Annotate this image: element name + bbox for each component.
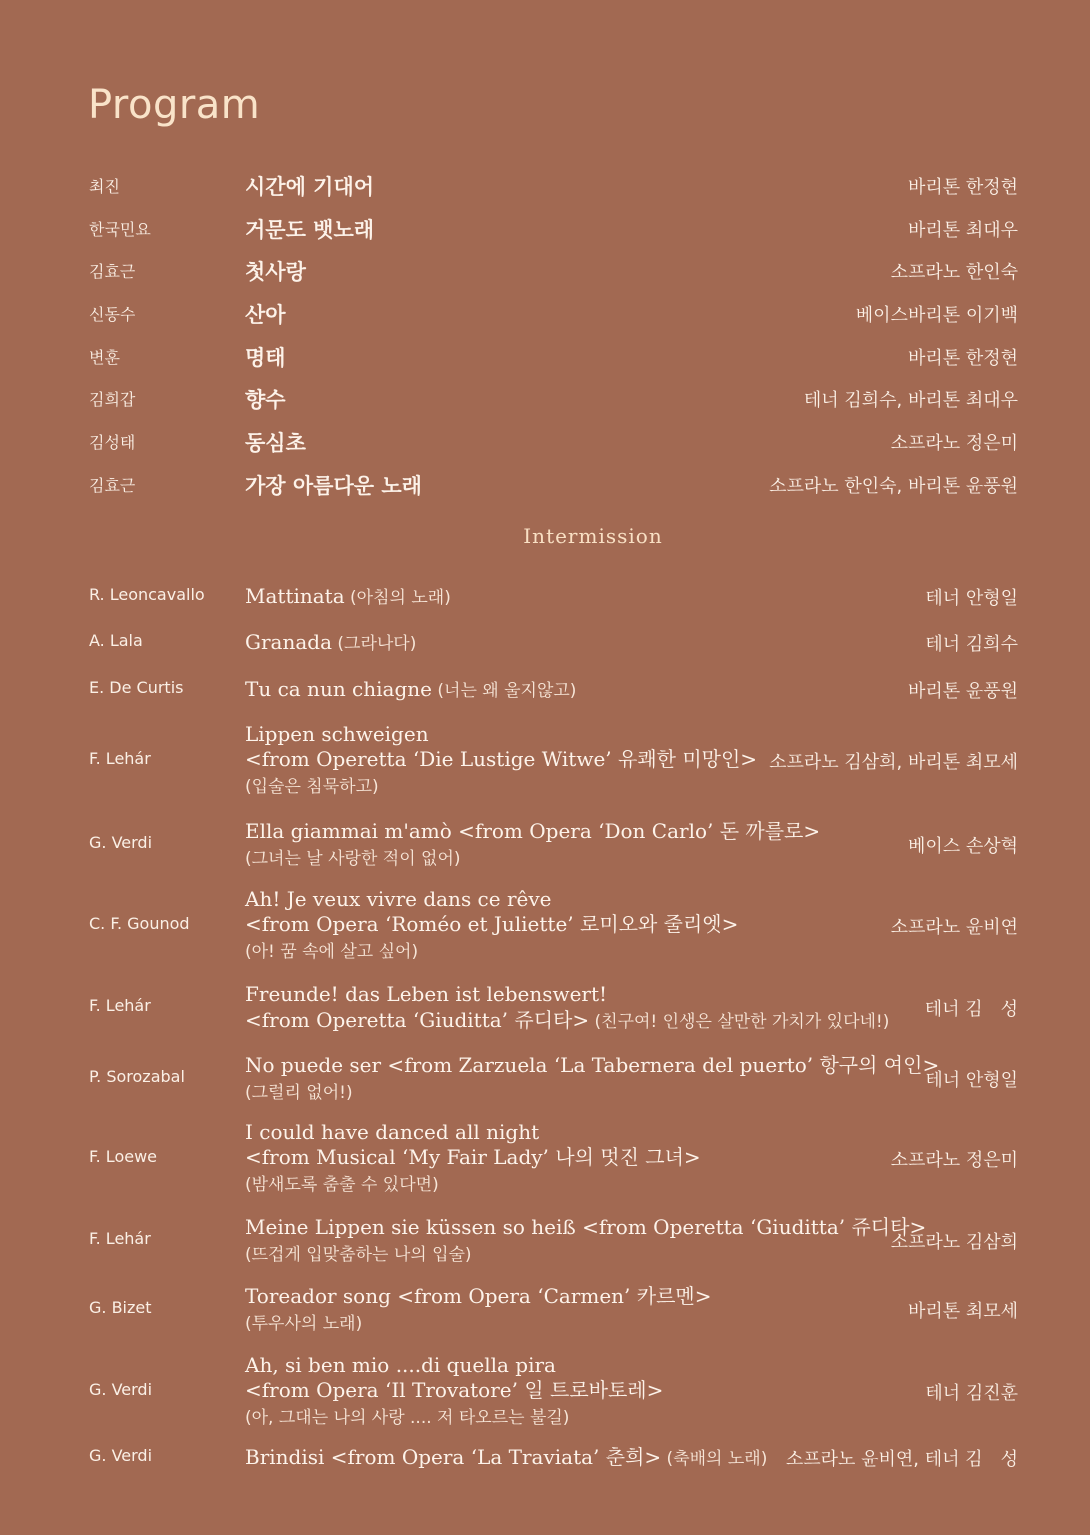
piece-main-text: <from Operetta ‘Giuditta’ 쥬디타>: [245, 1008, 590, 1032]
piece-line: [245, 1007, 905, 1032]
piece-line: [245, 912, 905, 937]
piece-line: [245, 1053, 940, 1078]
performer-name: 바리톤 한정현: [907, 177, 1018, 198]
piece-title: [245, 1215, 927, 1265]
piece-line: [245, 629, 905, 654]
piece-translation: (뜨겁게 입맞춤하는 나의 입술): [245, 1245, 472, 1265]
piece-line: [245, 844, 905, 869]
piece-main-text: Toreador song <from Opera ‘Carmen’ 카르멘>: [245, 1284, 712, 1308]
composer-name: G. Bizet: [89, 1298, 152, 1317]
performer-name: 바리톤 윤풍원: [907, 681, 1018, 702]
piece-translation: (그라나다): [332, 634, 417, 654]
program-row: [0, 676, 1090, 702]
performer-name: 테너 김희수, 바리톤 최대우: [803, 390, 1018, 411]
piece-translation: (입술은 침묵하고): [245, 777, 379, 797]
performer-name: 소프라노 한인숙, 바리톤 윤풍원: [769, 476, 1018, 497]
piece-title: [245, 1053, 940, 1103]
composer-name: C. F. Gounod: [89, 914, 190, 933]
performer-name: 소프라노 정은미: [890, 433, 1018, 454]
composer-name: 김성태: [89, 433, 136, 452]
piece-line: [245, 583, 905, 608]
piece-translation: (그녀는 날 사랑한 적이 없어): [245, 849, 461, 869]
performer-name: 바리톤 최대우: [907, 220, 1018, 241]
performer-name: 소프라노 한인숙: [890, 262, 1018, 283]
composer-name: F. Lehár: [89, 996, 151, 1015]
performer-name: 테너 안형일: [925, 1070, 1018, 1091]
program-row: [0, 343, 1090, 369]
program-row: [0, 428, 1090, 454]
performer-name: 테너 안형일: [925, 588, 1018, 609]
piece-line: [245, 1403, 905, 1428]
piece-main-text: Ah! Je veux vivre dans ce rêve: [245, 887, 552, 911]
piece-title: 시간에 기대어: [245, 175, 375, 199]
composer-name: 신동수: [89, 305, 136, 324]
piece-main-text: Meine Lippen sie küssen so heiß <from Operetta ‘Giuditta’ 쥬디타>: [245, 1215, 927, 1239]
program-row: [0, 215, 1090, 241]
program-row: [0, 385, 1090, 411]
program-row: [0, 300, 1090, 326]
piece-translation: (친구여! 인생은 살만한 가치가 있다네!): [589, 1012, 890, 1032]
piece-main-text: Ella giammai m'amò <from Opera ‘Don Carlo’ 돈 까를로>: [245, 819, 821, 843]
piece-title: 명태: [245, 346, 286, 370]
performer-name: 베이스 손상혁: [907, 836, 1018, 857]
performer-name: 소프라노 윤비연: [890, 917, 1018, 938]
piece-main-text: Lippen schweigen: [245, 722, 429, 746]
piece-main-text: Mattinata: [245, 584, 345, 608]
piece-title: 거문도 뱃노래: [245, 218, 375, 242]
piece-title: [245, 819, 905, 869]
program-row: [0, 1353, 1090, 1429]
piece-title: [245, 887, 905, 962]
performer-name: 바리톤 한정현: [907, 348, 1018, 369]
program-row: [0, 1120, 1090, 1196]
program-row: [0, 471, 1090, 497]
performer-name: 바리톤 최모세: [907, 1301, 1018, 1322]
piece-main-text: Brindisi <from Opera ‘La Traviata’ 춘희>: [245, 1445, 662, 1469]
piece-line: [245, 887, 905, 912]
piece-main-text: <from Musical ‘My Fair Lady’ 나의 멋진 그녀>: [245, 1145, 701, 1169]
program-row: [0, 583, 1090, 609]
program-row: [0, 819, 1090, 869]
piece-translation: (아, 그대는 나의 사랑 .... 저 타오르는 불길): [245, 1408, 570, 1428]
composer-name: G. Verdi: [89, 1446, 153, 1465]
composer-name: G. Verdi: [89, 1380, 153, 1399]
piece-main-text: No puede ser <from Zarzuela ‘La Tabernera del puerto’ 항구의 여인>: [245, 1053, 940, 1077]
piece-line: [245, 1353, 905, 1378]
piece-line: [245, 1120, 905, 1145]
piece-title: [245, 1353, 905, 1428]
piece-title: 가장 아름다운 노래: [245, 474, 422, 498]
piece-translation: (너는 왜 울지않고): [431, 681, 577, 701]
piece-main-text: I could have danced all night: [245, 1120, 540, 1144]
intermission-label: Intermission: [523, 524, 663, 548]
piece-line: [245, 1284, 905, 1309]
piece-translation: (투우사의 노래): [245, 1314, 363, 1334]
composer-name: P. Sorozabal: [89, 1067, 185, 1086]
composer-name: 김효근: [89, 476, 136, 495]
program-row: [0, 1444, 1090, 1470]
piece-title: [245, 1120, 905, 1195]
piece-title: [245, 676, 905, 701]
composer-name: A. Lala: [89, 631, 143, 650]
piece-title: [245, 1284, 905, 1334]
performer-name: 소프라노 김삼희: [890, 1232, 1018, 1253]
composer-name: 변훈: [89, 348, 120, 367]
page-title: Program: [88, 82, 261, 128]
performer-name: 소프라노 김삼희, 바리톤 최모세: [769, 752, 1018, 773]
piece-main-text: Ah, si ben mio ....di quella pira: [245, 1353, 556, 1377]
performer-name: 테너 김진훈: [925, 1383, 1018, 1404]
composer-name: F. Loewe: [89, 1147, 157, 1166]
program-row: [0, 1053, 1090, 1103]
composer-name: E. De Curtis: [89, 678, 184, 697]
piece-translation: (아! 꿈 속에 살고 싶어): [245, 942, 419, 962]
piece-title: 향수: [245, 388, 286, 412]
piece-title: [245, 982, 905, 1032]
piece-title: 산아: [245, 303, 286, 327]
composer-name: G. Verdi: [89, 833, 153, 852]
piece-line: [245, 1378, 905, 1403]
piece-line: [245, 1145, 905, 1170]
piece-line: [245, 772, 905, 797]
performer-name: 베이스바리톤 이기백: [855, 305, 1018, 326]
composer-name: 김효근: [89, 262, 136, 281]
piece-line: [245, 819, 905, 844]
performer-name: 테너 김 성: [924, 999, 1018, 1020]
program-row: [0, 982, 1090, 1032]
piece-title: 첫사랑: [245, 260, 306, 284]
program-row: [0, 722, 1090, 798]
composer-name: F. Lehár: [89, 749, 151, 768]
program-row: [0, 629, 1090, 655]
performer-name: 소프라노 윤비연, 테너 김 성: [785, 1449, 1018, 1470]
piece-translation: (축배의 노래): [661, 1449, 768, 1469]
piece-main-text: Tu ca nun chiagne: [245, 677, 432, 701]
piece-main-text: <from Opera ‘Il Trovatore’ 일 트로바토레>: [245, 1378, 664, 1402]
piece-title: 동심초: [245, 431, 306, 455]
piece-main-text: Freunde! das Leben ist lebenswert!: [245, 982, 608, 1006]
piece-line: [245, 1078, 905, 1103]
piece-translation: (그럴리 없어!): [245, 1083, 353, 1103]
piece-translation: (밤새도록 춤출 수 있다면): [245, 1175, 439, 1195]
piece-line: [245, 1215, 927, 1240]
composer-name: R. Leoncavallo: [89, 585, 205, 604]
composer-name: 한국민요: [89, 220, 151, 239]
program-row: [0, 257, 1090, 283]
program-row: [0, 1284, 1090, 1334]
piece-title: [245, 583, 905, 608]
piece-line: [245, 937, 905, 962]
composer-name: 김희갑: [89, 390, 136, 409]
composer-name: F. Lehár: [89, 1229, 151, 1248]
piece-line: [245, 1309, 905, 1334]
program-row: [0, 172, 1090, 198]
piece-main-text: Granada: [245, 630, 332, 654]
performer-name: 소프라노 정은미: [890, 1150, 1018, 1171]
piece-line: [245, 722, 905, 747]
composer-name: 최진: [89, 177, 120, 196]
piece-main-text: <from Opera ‘Roméo et Juliette’ 로미오와 줄리엣>: [245, 912, 739, 936]
piece-title: [245, 629, 905, 654]
piece-main-text: <from Operetta ‘Die Lustige Witwe’ 유쾌한 미망인>: [245, 747, 758, 771]
program-row: [0, 1215, 1090, 1265]
piece-line: [245, 982, 905, 1007]
performer-name: 테너 김희수: [925, 634, 1018, 655]
program-row: [0, 887, 1090, 963]
piece-translation: (아침의 노래): [344, 588, 451, 608]
piece-line: [245, 1170, 905, 1195]
piece-line: [245, 1240, 905, 1265]
piece-line: [245, 676, 905, 701]
